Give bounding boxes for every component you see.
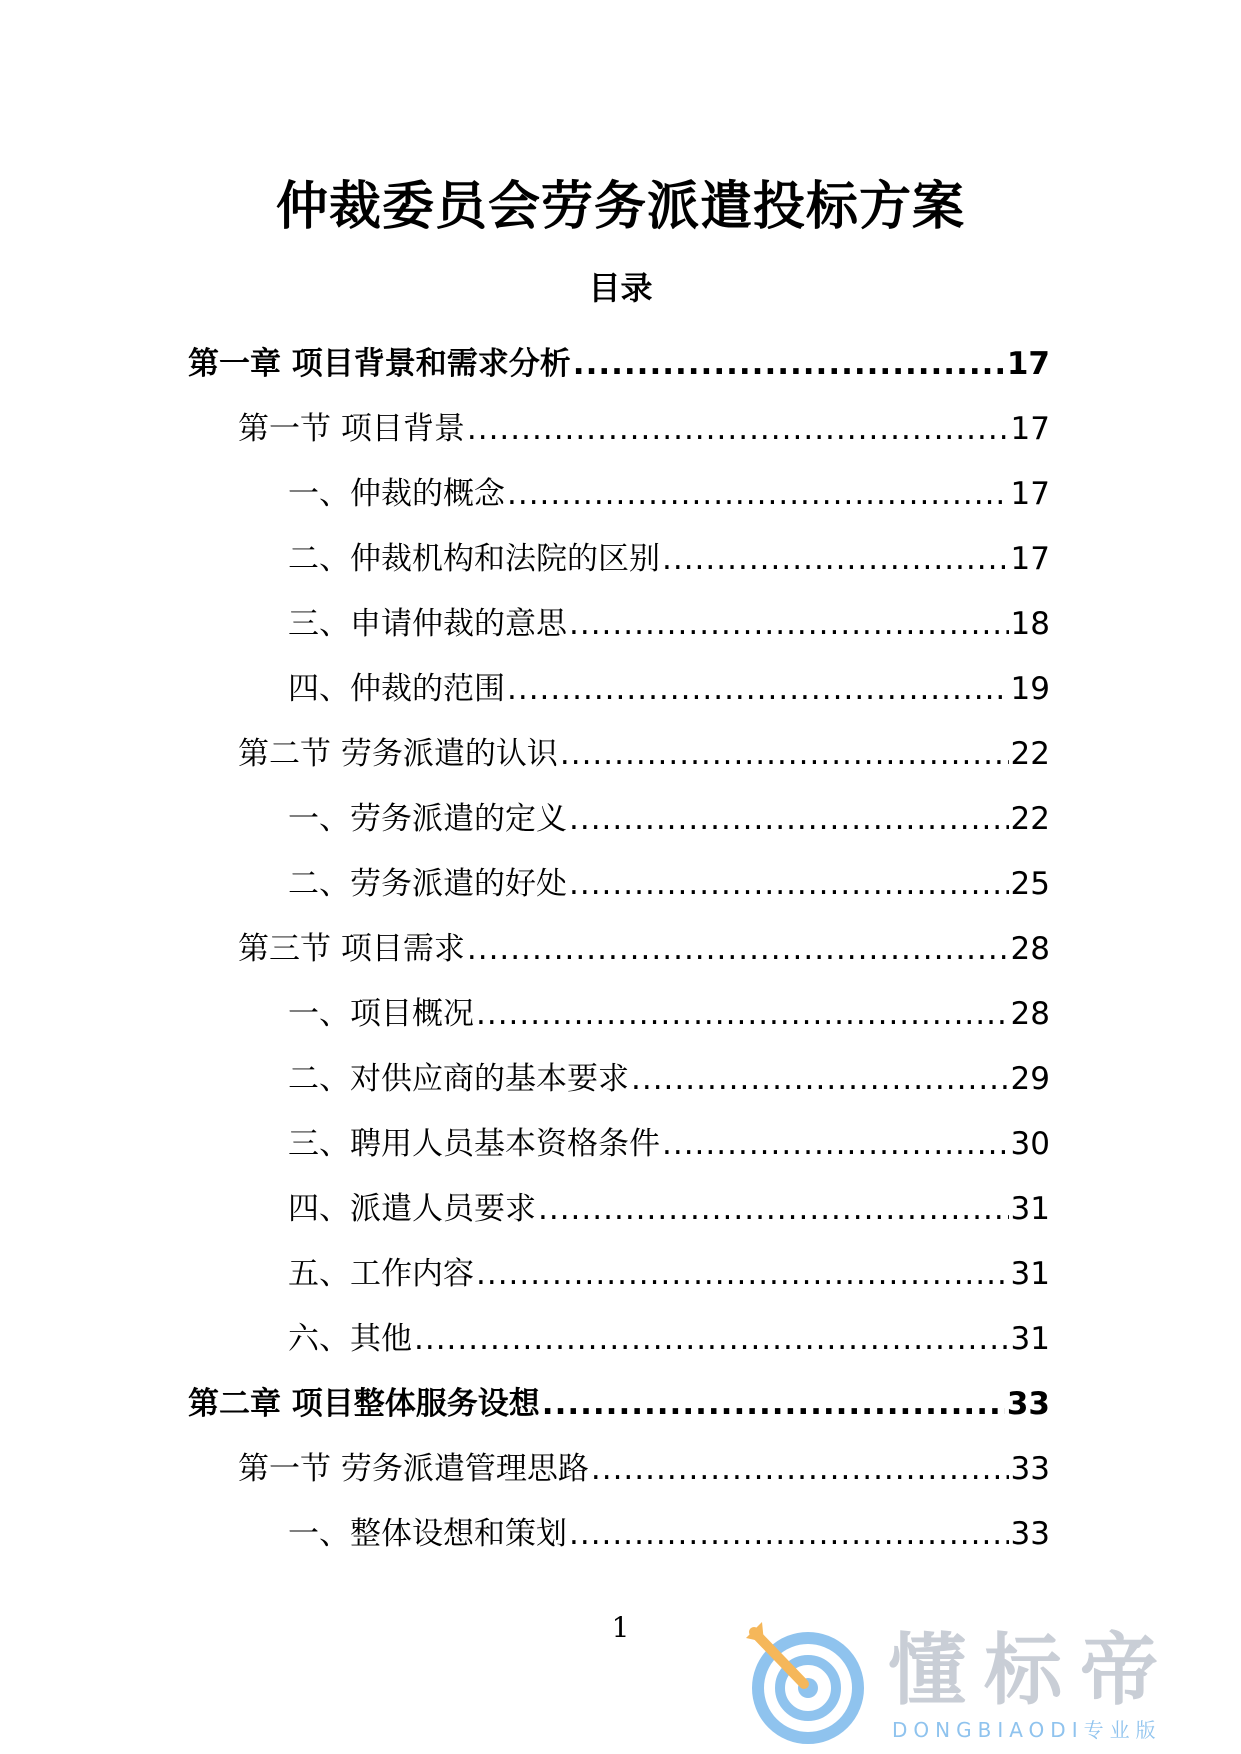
toc-entry-page: 28 xyxy=(1010,995,1050,1032)
dot-leader xyxy=(662,539,1009,579)
toc-entry-page: 31 xyxy=(1010,1255,1050,1292)
toc-entry[interactable] xyxy=(0,1241,1241,1306)
dot-leader xyxy=(591,1449,1009,1489)
toc-entry-page: 31 xyxy=(1010,1320,1050,1357)
toc-entry-label: 四、派遣人员要求 xyxy=(288,1190,536,1227)
page-number: 1 xyxy=(611,1611,630,1644)
toc-entry-label: 第三节 项目需求 xyxy=(238,930,465,967)
dot-leader xyxy=(467,409,1009,449)
dot-leader xyxy=(542,1384,1005,1424)
dot-leader xyxy=(569,604,1009,644)
toc-entry[interactable] xyxy=(0,656,1241,721)
toc-entry[interactable] xyxy=(0,1436,1241,1501)
dot-leader xyxy=(573,344,1005,384)
toc-entry-label: 一、整体设想和策划 xyxy=(288,1515,567,1552)
toc-entry-page: 22 xyxy=(1010,800,1050,837)
toc-entry[interactable] xyxy=(0,721,1241,786)
toc-entry-label: 第一节 项目背景 xyxy=(238,410,465,447)
toc-heading: 目录 xyxy=(588,269,653,307)
dot-leader xyxy=(538,1189,1009,1229)
toc-entry-label: 二、仲裁机构和法院的区别 xyxy=(288,540,660,577)
dot-leader xyxy=(476,994,1009,1034)
toc-entry-label: 三、聘用人员基本资格条件 xyxy=(288,1125,660,1162)
toc-entry-page: 25 xyxy=(1010,865,1050,902)
dot-leader xyxy=(414,1319,1009,1359)
dot-leader xyxy=(560,734,1009,774)
dot-leader xyxy=(569,1514,1009,1554)
watermark-subtitle: DONGBIAODI专业版 xyxy=(892,1718,1162,1742)
toc-entry[interactable] xyxy=(0,916,1241,981)
table-of-contents xyxy=(0,331,1241,1566)
toc-entry[interactable] xyxy=(0,1371,1241,1436)
toc-entry[interactable] xyxy=(0,526,1241,591)
document-title: 仲裁委员会劳务派遣投标方案 xyxy=(275,177,965,237)
toc-entry[interactable] xyxy=(0,1111,1241,1176)
toc-entry-page: 17 xyxy=(1010,410,1050,447)
toc-entry-page: 33 xyxy=(1006,1385,1050,1422)
toc-entry-page: 31 xyxy=(1010,1190,1050,1227)
target-arrow-icon xyxy=(740,1618,870,1748)
toc-entry[interactable] xyxy=(0,461,1241,526)
toc-entry-label: 二、劳务派遣的好处 xyxy=(288,865,567,902)
toc-entry-label: 第一节 劳务派遣管理思路 xyxy=(238,1450,589,1487)
toc-entry-page: 33 xyxy=(1010,1450,1050,1487)
dot-leader xyxy=(507,669,1009,709)
toc-entry-label: 二、对供应商的基本要求 xyxy=(288,1060,629,1097)
toc-entry[interactable] xyxy=(0,396,1241,461)
dot-leader xyxy=(631,1059,1009,1099)
toc-entry-label: 一、仲裁的概念 xyxy=(288,475,505,512)
toc-entry[interactable] xyxy=(0,591,1241,656)
toc-entry-label: 一、劳务派遣的定义 xyxy=(288,800,567,837)
toc-entry-label: 五、工作内容 xyxy=(288,1255,474,1292)
toc-entry[interactable] xyxy=(0,1046,1241,1111)
watermark xyxy=(740,1618,1220,1748)
toc-entry-label: 四、仲裁的范围 xyxy=(288,670,505,707)
toc-entry-label: 第二节 劳务派遣的认识 xyxy=(238,735,558,772)
dot-leader xyxy=(569,799,1009,839)
dot-leader xyxy=(467,929,1009,969)
toc-entry[interactable] xyxy=(0,851,1241,916)
toc-entry-page: 19 xyxy=(1010,670,1050,707)
toc-entry[interactable] xyxy=(0,786,1241,851)
watermark-brand: 懂标帝 xyxy=(888,1626,1177,1716)
toc-entry[interactable] xyxy=(0,331,1241,396)
dot-leader xyxy=(476,1254,1009,1294)
toc-entry-label: 第一章 项目背景和需求分析 xyxy=(188,345,571,382)
toc-entry-label: 六、其他 xyxy=(288,1320,412,1357)
toc-entry-page: 22 xyxy=(1010,735,1050,772)
dot-leader xyxy=(569,864,1009,904)
dot-leader xyxy=(662,1124,1009,1164)
toc-entry[interactable] xyxy=(0,1501,1241,1566)
toc-entry-page: 29 xyxy=(1010,1060,1050,1097)
dot-leader xyxy=(507,474,1009,514)
toc-entry[interactable] xyxy=(0,1176,1241,1241)
toc-entry-page: 18 xyxy=(1010,605,1050,642)
toc-entry-page: 33 xyxy=(1010,1515,1050,1552)
toc-entry-page: 30 xyxy=(1010,1125,1050,1162)
toc-entry-label: 三、申请仲裁的意思 xyxy=(288,605,567,642)
toc-entry[interactable] xyxy=(0,1306,1241,1371)
toc-entry-label: 第二章 项目整体服务设想 xyxy=(188,1385,540,1422)
toc-entry[interactable] xyxy=(0,981,1241,1046)
toc-entry-label: 一、项目概况 xyxy=(288,995,474,1032)
toc-entry-page: 17 xyxy=(1006,345,1050,382)
toc-entry-page: 17 xyxy=(1010,475,1050,512)
toc-entry-page: 28 xyxy=(1010,930,1050,967)
toc-entry-page: 17 xyxy=(1010,540,1050,577)
